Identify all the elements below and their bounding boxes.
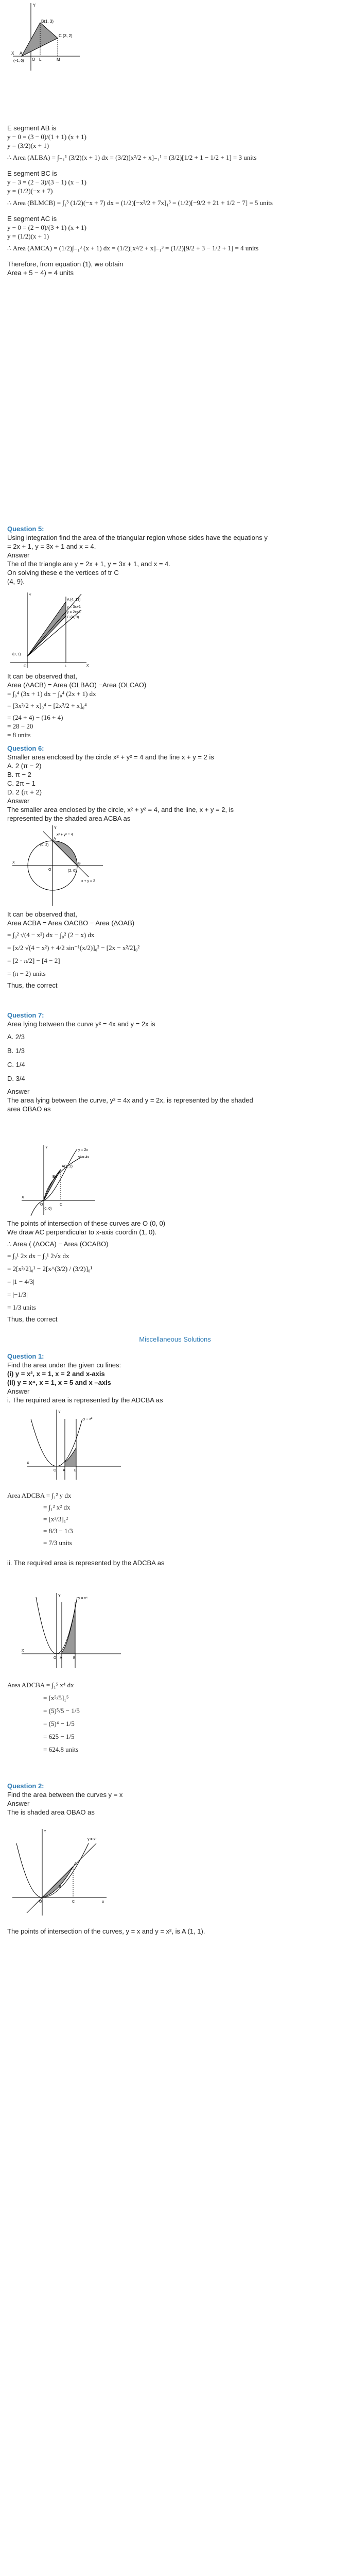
q7-option-d: D. 3/4 [7,1075,25,1082]
misc-q1-part-i: (i) y = x², x = 1, x = 2 and x-axis [7,1370,105,1378]
g1-label-x: X [11,51,14,56]
g1-label-m: M [57,57,60,62]
q7-text-1: Area lying between the curve y² = 4x and y = 2x is [7,1020,155,1028]
triangle-graph-1 [10,2,82,72]
q5-sol-7: = 8 units [7,731,31,739]
g3-label-y: Y [54,826,57,830]
eq-ab-3: ∴ Area (ALBA) = ∫₋₁¹ (3/2)(x + 1) dx = (3/2)[x²/2 + x]₋₁¹ = (3/2)[1/2 + 1 − 1/2 + 1] = 3 units [7,154,257,161]
misc-q1-i-text: i. The required area is represented by the ADCBA as [7,1396,163,1404]
g1-label-o: O [32,57,36,62]
misc-q2-text: Find the area between the curves y = x [7,1791,123,1799]
intro-line-4: Therefore, from equation (1), we obtain [7,260,124,268]
eq-bc-3: ∴ Area (BLMCB) = ∫₁³ (1/2)(−x + 7) dx = (1/2)[−x²/2 + 7x]₁³ = (1/2)[−9/2 + 21 + 1/2 − 7] = 5 units [7,199,273,207]
g2-label-01: (0, 1) [12,653,21,656]
g4-label-y: Y [45,1146,48,1149]
q5-solution [7,672,343,739]
q6-answer-1: The smaller area enclosed by the circle, x² + y² = 4, and the line, x + y = 2, is [7,806,234,814]
misc-question-1 [7,1352,343,1404]
misc-ii-5: = (5)⁴ − 1/5 [43,1720,75,1727]
q6-option-a: A. 2 (π − 2) [7,762,42,770]
q7-answer-2: area OBAO as [7,1105,51,1113]
g7-label-x: X [102,1901,104,1904]
parabola-graph-1 [26,1409,124,1481]
g5-label-o: O [54,1469,57,1472]
parabola-line-graph-2 [11,1828,109,1918]
g4-label-o: O [40,1203,43,1207]
g7-label-curve: y = x² [87,1838,97,1841]
misc-i-4: = [x³/3]₁² [43,1515,68,1523]
q5-sol-1: It can be observed that, [7,672,77,680]
g3-label-line: x + y = 2 [81,879,95,883]
g2-label-a: A (4, 13) [67,598,81,602]
g1-label-a: A [20,51,23,56]
q5-answer-3: (4, 9). [7,578,25,585]
g6-label-x: X [22,1649,24,1653]
g6-label-curve: y = x⁴ [78,1597,87,1600]
q6-text-1: Smaller area enclosed by the circle x² + y² = 4 and the line x + y = 2 is [7,753,214,761]
q6-option-b: B. π − 2 [7,771,31,778]
eq-ac-2: y = (1/2)(x + 1) [7,232,49,240]
question-5 [7,524,343,586]
g3-label-b: B [78,862,81,866]
misc-q2-last-line: The points of intersection of the curves, y = x and y = x², is A (1, 1). [7,1927,205,1935]
q5-text-1: Using integration find the area of the triangular region whose sides have the equations y [7,534,268,541]
g4-label-x: X [22,1196,24,1199]
q5-answer-2: On solving these e the vertices of tr C [7,569,119,577]
q6-sol-4: = [x/2 √(4 − x²) + 4/2 sin⁻¹(x/2)]₀² − [2x − x²/2]₀² [7,944,140,952]
question-5-heading: Question 5: [7,525,44,533]
q7-option-c: C. 1/4 [7,1061,25,1069]
eq-ac-3: ∴ Area (AMCA) = (1/2)∫₋₁³ (x + 1) dx = (1/2)[x²/2 + x]₋₁³ = (1/2)[9/2 + 3 − 1/2 + 1] = 4 units [7,244,259,252]
misc-i-5: = 8/3 − 1/3 [43,1527,73,1535]
misc-ii-3: = [x⁵/5]₁⁵ [43,1694,69,1702]
g6-label-o: O [54,1656,57,1660]
q7-sol-1: The points of intersection of these curves are O (0, 0) [7,1219,166,1227]
q6-solution [7,910,343,990]
misc-q2-answer-label: Answer [7,1800,30,1807]
g4-label-a: A(1, 2) [62,1165,73,1168]
q7-sol-5: = 2[x²/2]₀¹ − 2[x^(3/2) / (3/2)]₀¹ [7,1265,93,1273]
misc-q2-answer-1: The is shaded area OBAO as [7,1808,95,1816]
q7-sol-8: = 1/3 units [7,1303,36,1311]
intro-line-2: E segment BC is [7,170,57,177]
g4-label-4x: y² = 4x [78,1156,90,1159]
g1-label-y: Y [33,3,36,8]
parabola-line-graph [21,1144,98,1216]
g4-label-2x: y = 2x [78,1148,88,1152]
g5-label-b: B [74,1469,77,1472]
g2-label-c: C (4, 9) [67,616,79,619]
q7-sol-4: = ∫₀¹ 2x dx − ∫₀¹ 2√x dx [7,1252,69,1260]
misc-q1-part-ii: (ii) y = x⁴, x = 1, x = 5 and x –axis [7,1379,111,1386]
g7-label-c: C [72,1900,75,1904]
g3-label-o: O [48,868,51,872]
quartic-graph [21,1592,124,1669]
q7-solution [7,1219,343,1324]
intro-section [7,124,343,277]
g5-label-x: X [27,1462,29,1465]
q6-answer-2: represented by the shaded area ACBA as [7,815,131,822]
g2-label-o: O [24,665,27,668]
g6-label-y: Y [58,1594,61,1598]
g1-label-neg1: (−1, 0) [13,59,24,63]
intro-line-1: E segment AB is [7,124,57,132]
eq-bc-2: y = (1/2)(−x + 7) [7,187,53,195]
circle-graph [11,824,104,907]
misc-ii-7: = 624.8 units [43,1745,79,1753]
q6-sol-7: Thus, the correct [7,981,58,989]
g5-label-y: Y [58,1411,61,1414]
misc-q1-heading: Question 1: [7,1352,44,1360]
q5-sol-3: = ∫₀⁴ (3x + 1) dx − ∫₀⁴ (2x + 1) dx [7,690,96,698]
triangle-graph-2 [9,591,92,669]
g6-label-a: A [60,1656,62,1660]
g3-label-a: A [54,837,56,841]
q6-sol-3: = ∫₀² √(4 − x²) dx − ∫₀² (2 − x) dx [7,931,95,939]
g7-label-y: Y [44,1830,46,1834]
misc-q1-i-solution [7,1491,343,1567]
q7-sol-2: We draw AC perpendicular to x-axis coordin (1, 0). [7,1228,157,1236]
g2-label-l: L [65,665,67,668]
q7-answer-label: Answer [7,1088,30,1095]
g7-label-b: B [59,1885,61,1889]
eq-ab-1: y − 0 = (3 − 0)/(1 + 1) (x + 1) [7,133,86,141]
misc-i-6: = 7/3 units [43,1539,72,1547]
question-7-heading: Question 7: [7,1011,44,1019]
misc-heading: Miscellaneous Solutions [139,1335,211,1343]
g3-label-02: (0, 2) [40,843,49,847]
q5-text-2: = 2x + 1, y = 3x + 1 and x = 4. [7,543,96,550]
intro-line-5: Area + 5 − 4) = 4 units [7,269,74,277]
q7-option-b: B. 1/3 [7,1047,25,1055]
q5-sol-2: Area (ΔACB) = Area (OLBAO) −Area (OLCAO) [7,681,147,689]
eq-ac-1: y − 0 = (2 − 0)/(3 + 1) (x + 1) [7,224,86,231]
misc-ii-6: = 625 − 1/5 [43,1733,75,1740]
g2-label-x: X [86,664,89,668]
eq-bc-1: y − 3 = (2 − 3)/(3 − 1) (x − 1) [7,178,86,186]
q7-sol-6: = |1 − 4/3| [7,1278,34,1285]
misc-ii-2: Area ADCBA = ∫₁⁵ x⁴ dx [7,1681,74,1689]
q7-answer-1: The area lying between the curve, y² = 4x and y = 2x, is represented by the shaded [7,1096,253,1104]
g7-label-o: O [39,1900,42,1904]
g4-label-c: C [60,1203,63,1207]
question-6 [7,744,343,823]
q6-option-c: C. 2π − 1 [7,779,36,787]
misc-q2-heading: Question 2: [7,1782,44,1790]
misc-question-2 [7,1782,343,1817]
q7-sol-9: Thus, the correct [7,1315,58,1323]
g6-label-b: B [73,1656,76,1660]
g3-label-circle: x² + y² = 4 [57,833,73,837]
g4-label-b: B [52,1175,55,1179]
eq-ab-2: y = (3/2)(x + 1) [7,142,49,149]
misc-ii-4: = (5)⁵/5 − 1/5 [43,1707,80,1715]
intro-line-3: E segment AC is [7,215,57,223]
q5-sol-5: = (24 + 4) − (16 + 4) [7,714,63,721]
g7-label-a: A [74,1862,77,1866]
g5-label-curve: y = x² [83,1417,93,1421]
q6-sol-2: Area ACBA = Area OACBO − Area (ΔOAB) [7,919,135,927]
misc-ii-text: ii. The required area is represented by the ADCBA as [7,1559,165,1567]
q5-answer-label: Answer [7,551,30,559]
q6-sol-5: = [2 · π/2] − [4 − 2] [7,957,60,964]
g1-label-b: B(1, 3) [41,19,54,24]
g3-label-20: (2, 0) [68,869,77,873]
misc-i-3: = ∫₁² x² dx [43,1503,71,1511]
misc-q1-answer-label: Answer [7,1387,30,1395]
q5-sol-6: = 28 − 20 [7,722,33,730]
g1-label-c: C (3, 2) [59,33,73,38]
g2-label-y3: y = 3x+1 [67,605,81,609]
q6-sol-6: = (π − 2) units [7,970,46,977]
g2-label-y2: y = 2x+1 [67,611,81,614]
question-6-heading: Question 6: [7,744,44,752]
g5-label-a: A [63,1469,65,1472]
g4-label-00: (0, 0) [43,1207,52,1211]
g3-label-x: X [12,861,15,865]
q7-sol-3: ∴ Area ( (ΔOCA) − Area (OCABO) [7,1240,109,1248]
question-7 [7,1011,343,1113]
q6-sol-1: It can be observed that, [7,910,77,918]
misc-q2-last [7,1927,343,1936]
q5-answer-1: The of the triangle are y = 2x + 1, y = 3x + 1, and x = 4. [7,560,170,568]
misc-i-2: Area ADCBA = ∫₁² y dx [7,1492,72,1499]
q6-option-d: D. 2 (π + 2) [7,788,42,796]
q7-option-a: A. 2/3 [7,1033,25,1041]
q5-sol-4: = [3x²/2 + x]₀⁴ − [2x²/2 + x]₀⁴ [7,702,87,709]
misc-q1-text: Find the area under the given cu lines: [7,1361,121,1369]
misc-q1-ii-solution [7,1681,343,1754]
g2-label-y: Y [29,594,31,597]
q7-sol-7: = |−1/3| [7,1291,28,1298]
q6-answer-label: Answer [7,797,30,805]
g1-label-l: L [39,57,42,62]
